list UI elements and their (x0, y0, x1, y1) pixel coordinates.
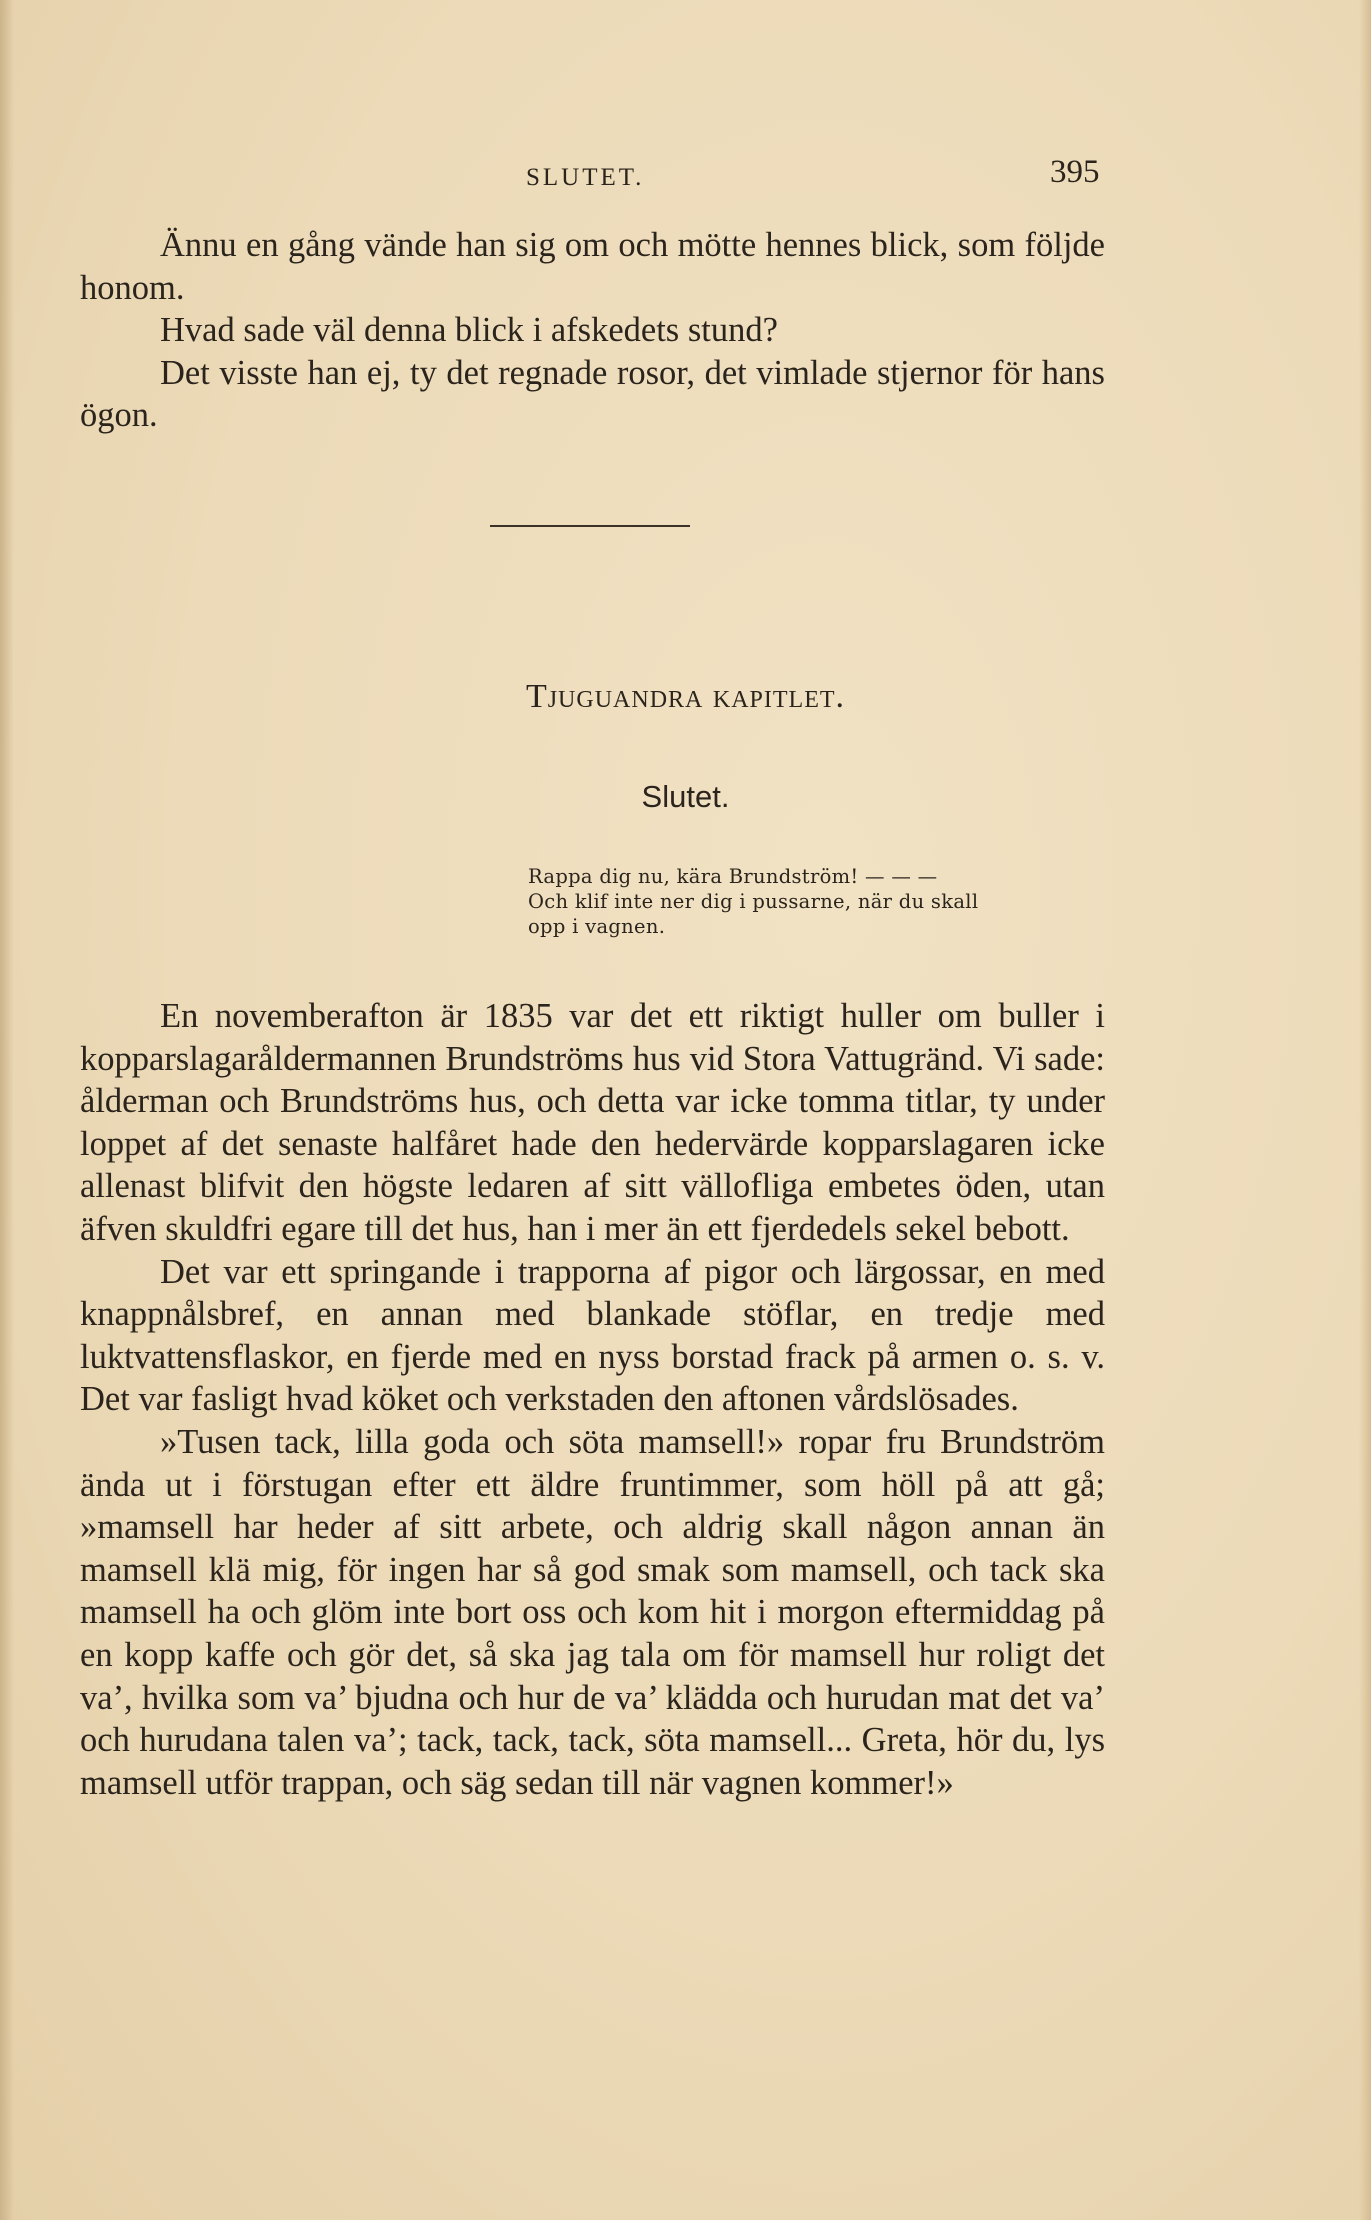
section-divider (490, 525, 690, 527)
epigraph (528, 864, 1108, 939)
chapter-body-text (80, 995, 1105, 1804)
paragraph: »Tusen tack, lilla goda och söta mamsell!» ropar fru Brundström ända ut i förstugan efter ett äldre fruntimmer, som höll på att gå; »mamsell har heder af sitt arbete, och aldrig skall någon annan än mamsell klä mig, för ingen har så god smak som mamsell, och tack ska mamsell ha och glöm inte bort oss och kom hit i morgon eftermiddag på en kopp kaffe och gör det, så ska jag tala om för mamsell hur roligt det va’, hvilka som va’ bjudna och hur de va’ klädda och hurudan mat det va’ och hurudana talen va’; tack, tack, tack, söta mamsell... Greta, hör du, lys mamsell utför trappan, och säg sedan till när vagnen kommer!» (80, 1422, 1105, 1802)
epigraph-line: opp i vagnen. (528, 915, 666, 938)
paragraph: En novemberafton är 1835 var det ett riktigt huller om buller i kopparslagaråldermannen Brundströms hus vid Stora Vattugränd. Vi sade: ålderman och Brundströms hus, och detta var icke tomma titlar, ty under loppet af det senaste halfåret hade den hedervärde kopparslagaren icke allenast blifvit den högste ledaren af sitt vällofliga embetes öden, utan äfven skuldfri egare till det hus, han i mer än ett fjerdedels sekel bebott. (80, 997, 1105, 1248)
running-head: SLUTET. (526, 164, 645, 191)
paragraph: Det visste han ej, ty det regnade rosor, det vimlade stjernor för hans ögon. (80, 353, 1105, 435)
epigraph-line: Och klif inte ner dig i pussarne, när du skall (528, 890, 979, 913)
paragraph: Hvad sade väl denna blick i afskedets stund? (160, 311, 778, 350)
intro-text (80, 224, 1105, 437)
epigraph-line: Rappa dig nu, kära Brundström! — — — (528, 865, 938, 888)
chapter-title: Slutet. (641, 779, 730, 814)
paragraph: Det var ett springande i trapporna af pigor och lärgossar, en med knappnålsbref, en annan med blankade stöflar, en tredje med luktvattensflaskor, en fjerde med en nyss borstad frack på armen o. s. v. Det var fasligt hvad köket och verkstaden den aftonen vårdslösades. (80, 1252, 1105, 1419)
paragraph: Ännu en gång vände han sig om och mötte hennes blick, som följde honom. (80, 226, 1105, 307)
chapter-heading: Tjuguandra kapitlet. (525, 678, 846, 715)
page-number: 395 (1050, 154, 1100, 190)
page-header (0, 154, 1371, 200)
